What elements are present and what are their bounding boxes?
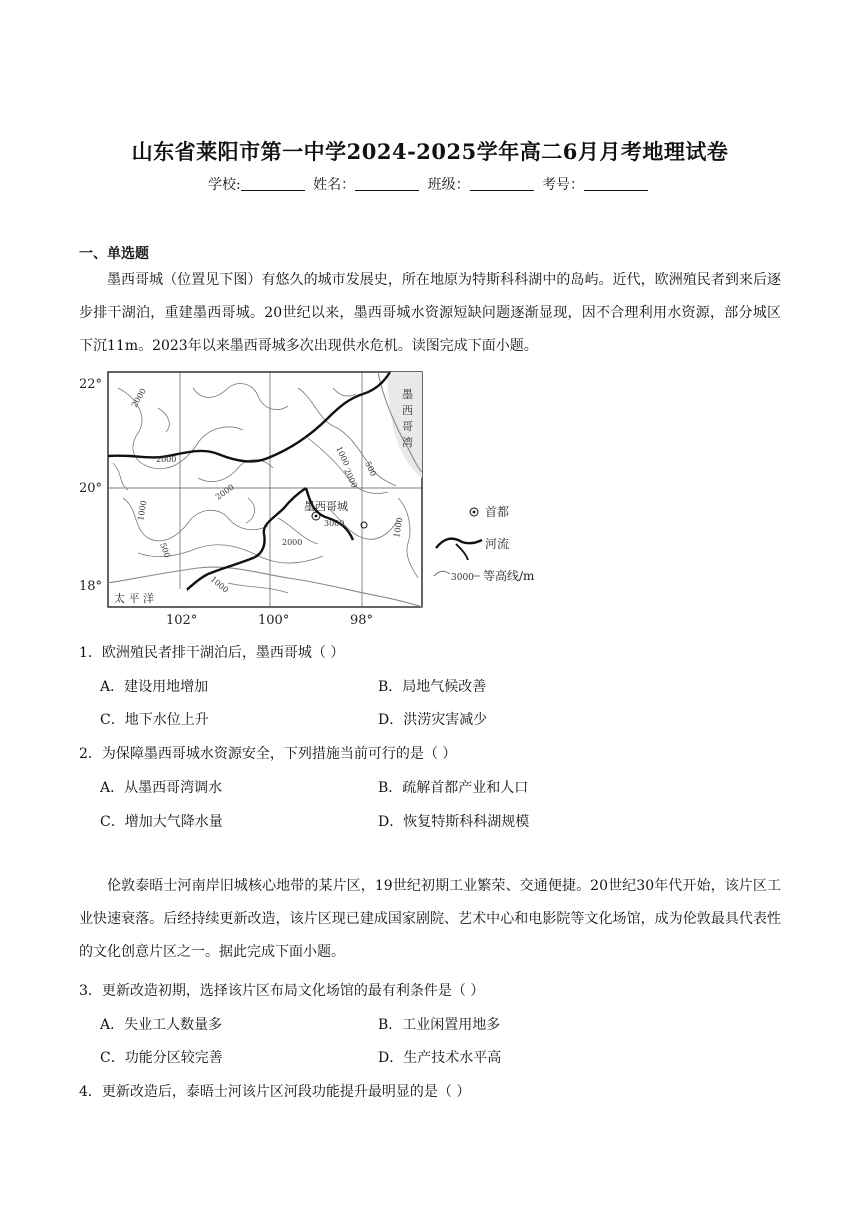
lat-18-label: 18° — [79, 579, 103, 594]
legend-contour-value: 3000 — [451, 573, 474, 583]
q3-option-a[interactable]: A．失业工人数量多 — [100, 1017, 223, 1033]
passage-mexico-city: 墨西哥城（位置见下图）有悠久的城市发展史，所在地原为特斯科科湖中的岛屿。近代，欧洲殖民者到来后逐步排干湖泊，重建墨西哥城。20世纪以来，墨西哥城水资源短缺问题逐渐显现，因不合理利用水资源，部分城区下沉11m。2023年以来墨西哥城多次出现供水危机。读图完成下面小题。 — [79, 272, 781, 354]
lon-98-label: 98° — [350, 613, 374, 628]
ocean-label: 太 平 洋 — [114, 592, 154, 605]
lon-100-label: 100° — [258, 613, 290, 628]
capital-dot — [315, 515, 318, 518]
map-svg — [78, 368, 548, 628]
section-heading: 一、单选题 — [79, 246, 149, 262]
legend-contour-label: 等高线/m — [483, 569, 535, 583]
school-label: 学校: — [207, 177, 241, 193]
map-legend — [434, 504, 535, 583]
q2-option-c[interactable]: C．增加大气降水量 — [100, 814, 223, 830]
question-1-stem: 1．欧洲殖民者排干湖泊后，墨西哥城（ ） — [79, 645, 345, 661]
student-info-line — [0, 174, 860, 194]
lon-102-label: 102° — [166, 613, 198, 628]
contour-label: 2000 — [282, 538, 303, 547]
name-blank[interactable] — [355, 176, 419, 191]
contour-label: 2000 — [342, 467, 359, 490]
contour-label: 500 — [363, 460, 378, 478]
map-frame — [108, 372, 422, 607]
legend-river-label: 河流 — [485, 537, 510, 551]
lon-labels — [166, 613, 373, 628]
contour-label: 3000 — [324, 519, 345, 528]
q1-option-d[interactable]: D．洪涝灾害减少 — [378, 712, 488, 728]
q3-option-d[interactable]: D．生产技术水平高 — [378, 1050, 502, 1066]
name-label: 姓名： — [313, 177, 356, 193]
question-3-stem: 3．更新改造初期，选择该片区布局文化场馆的最有利条件是（ ） — [79, 983, 485, 999]
contour-label: 2000 — [213, 482, 236, 502]
lat-20-label: 20° — [79, 481, 103, 496]
svg-text:西: 西 — [402, 404, 413, 417]
passage-london-thames: 伦敦泰晤士河南岸旧城核心地带的某片区，19世纪初期工业繁荣、交通便捷。20世纪30年代开始，该片区工业快速衰落。后经持续更新改造，该片区现已建成国家剧院、艺术中心和电影院等文化场馆，成为伦敦最具代表性的文化创意片区之一。据此完成下面小题。 — [79, 878, 781, 960]
legend-contour-icon — [434, 571, 450, 576]
q2-option-b[interactable]: B．疏解首都产业和人口 — [378, 780, 529, 796]
exam-number-label: 考号： — [542, 177, 585, 193]
lat-22-label: 22° — [79, 377, 103, 392]
question-2-stem: 2．为保障墨西哥城水资源安全，下列措施当前可行的是（ ） — [79, 746, 457, 762]
contour-label: 2000 — [156, 455, 177, 464]
lat-labels — [79, 377, 102, 594]
q1-option-a[interactable]: A．建设用地增加 — [100, 679, 209, 695]
map-grid — [108, 372, 422, 607]
question-4-stem: 4．更新改造后，泰晤士河该片区河段功能提升最明显的是（ ） — [79, 1084, 471, 1100]
q3-option-c[interactable]: C．功能分区较完善 — [100, 1050, 223, 1066]
document-title: 山东省莱阳市第一中学2024-2025学年高二6月月考地理试卷 — [131, 139, 729, 164]
school-blank[interactable] — [241, 176, 305, 191]
legend-capital-label: 首都 — [485, 505, 510, 519]
city-label: 墨西哥城 — [304, 500, 348, 513]
q2-option-a[interactable]: A．从墨西哥湾调水 — [100, 780, 223, 796]
contour-label: 1000 — [334, 445, 351, 468]
contour-label: 1000 — [136, 499, 149, 522]
q1-option-c[interactable]: C．地下水位上升 — [100, 712, 209, 728]
contour-label: 2000 — [129, 386, 148, 409]
svg-text:湾: 湾 — [402, 436, 413, 449]
svg-text:墨: 墨 — [402, 388, 413, 401]
class-label: 班级： — [427, 177, 470, 193]
q1-option-b[interactable]: B．局地气候改善 — [378, 679, 487, 695]
class-blank[interactable] — [470, 176, 534, 191]
exam-number-blank[interactable] — [584, 176, 648, 191]
rivers — [108, 372, 390, 600]
contour-label: 1000 — [208, 574, 231, 595]
contour-label: 1000 — [392, 516, 405, 539]
contour-label: 500 — [158, 541, 172, 560]
mexico-city-map — [78, 368, 548, 628]
q3-option-b[interactable]: B．工业闲置用地多 — [378, 1017, 501, 1033]
svg-text:哥: 哥 — [402, 420, 413, 433]
q2-option-d[interactable]: D．恢复特斯科科湖规模 — [378, 814, 530, 830]
